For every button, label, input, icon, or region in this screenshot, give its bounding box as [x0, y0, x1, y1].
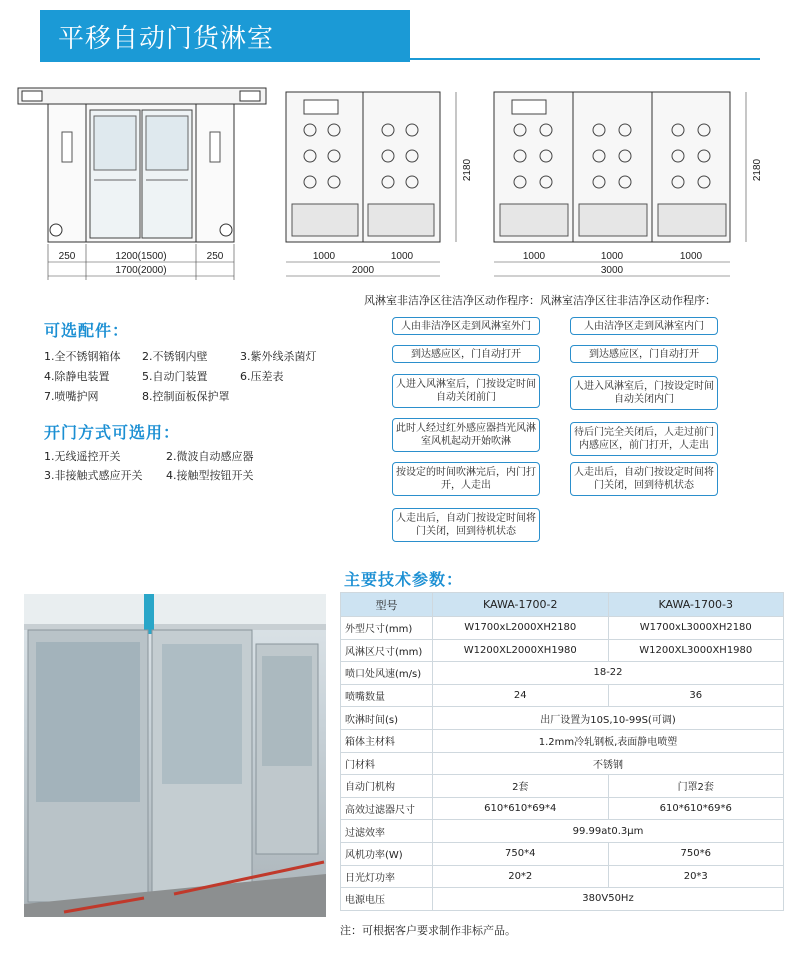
flow-left-step: 此时人经过红外感应器挡光风淋室风机起动开始吹淋	[392, 418, 540, 452]
flow-right-step: 人由洁净区走到风淋室内门	[570, 317, 718, 335]
dim-length-2000: 2000	[351, 265, 375, 276]
flow-left-step: 人走出后，自动门按设定时间将门关闭，回到待机状态	[392, 508, 540, 542]
table-row: 过滤效率 99.99at0.3μm	[341, 820, 784, 843]
option-item: 6.压差表	[240, 370, 284, 383]
table-row: 高效过滤器尺寸 610*610*69*4 610*610*69*6	[341, 797, 784, 820]
table-row: 风机功率(W) 750*4 750*6	[341, 842, 784, 865]
table-row: 外型尺寸(mm) W1700xL2000XH2180 W1700xL3000XH2180	[341, 617, 784, 640]
dim-height-2180: 2180	[462, 158, 473, 182]
table-row: 电源电压 380V50Hz	[341, 888, 784, 911]
table-row: 门材料 不锈钢	[341, 752, 784, 775]
door-mode-item: 3.非接触式感应开关	[44, 469, 143, 482]
dim-section-1000-a: 1000	[312, 251, 336, 262]
door-mode-item: 1.无线遥控开关	[44, 450, 121, 463]
table-row: 喷口处风速(m/s) 18-22	[341, 662, 784, 685]
option-item: 5.自动门装置	[142, 370, 208, 383]
dim-section-1000-b: 1000	[390, 251, 414, 262]
door-mode-item: 4.接触型按钮开关	[166, 469, 254, 482]
flow-left-step: 到达感应区，门自动打开	[392, 345, 540, 363]
product-photo	[24, 594, 326, 917]
spec-title: 主要技术参数：	[344, 570, 464, 589]
option-item: 8.控制面板保护罩	[142, 390, 230, 403]
spec-table	[340, 592, 784, 911]
door-modes-title: 开门方式可选用：	[44, 423, 181, 442]
option-item: 3.紫外线杀菌灯	[240, 350, 317, 363]
dim-door-width: 1200(1500)	[115, 251, 167, 262]
table-row: 吹淋时间(s) 出厂设置为10S,10-99S(可调)	[341, 707, 784, 730]
option-item: 4.除静电装置	[44, 370, 110, 383]
flow-right-step: 到达感应区，门自动打开	[570, 345, 718, 363]
table-row: 喷嘴数量 24 36	[341, 684, 784, 707]
flow-left-step: 按设定的时间吹淋完后，内门打开，人走出	[392, 462, 540, 496]
flow-right-step: 人进入风淋室后，门按设定时间自动关闭内门	[570, 376, 718, 410]
spec-header-label: 型号	[341, 593, 433, 617]
table-row: 风淋区尺寸(mm) W1200XL2000XH1980 W1200XL3000XH1980	[341, 639, 784, 662]
footnote: 注：可根据客户要求制作非标产品。	[340, 924, 516, 937]
dim-section-1000-d: 1000	[600, 251, 624, 262]
flow-right-step: 待后门完全关闭后，人走过前门内感应区，前门打开，人走出	[570, 422, 718, 456]
table-row: 箱体主材料 1.2mm冷轧钢板,表面静电喷塑	[341, 729, 784, 752]
dim-right-250: 250	[206, 251, 224, 262]
page-title: 平移自动门货淋室	[58, 24, 275, 54]
title-rule	[410, 58, 760, 60]
dim-height-2180-b: 2180	[752, 158, 763, 182]
side-view-3000-drawing	[488, 84, 788, 290]
option-item: 2.不锈钢内壁	[142, 350, 208, 363]
option-item: 1.全不锈钢箱体	[44, 350, 121, 363]
side-view-2000-drawing	[280, 84, 480, 290]
options-title: 可选配件：	[44, 321, 130, 340]
dim-section-1000-e: 1000	[679, 251, 703, 262]
table-row: 自动门机构 2套 门罩2套	[341, 775, 784, 798]
dim-section-1000-c: 1000	[522, 251, 546, 262]
front-elevation-drawing	[12, 84, 272, 290]
flow-caption: 风淋室非洁净区往洁净区动作程序：风淋室洁净区往非洁净区动作程序：	[364, 294, 716, 307]
dim-length-3000: 3000	[600, 265, 624, 276]
spec-header-row	[341, 593, 784, 617]
photo-illustration	[24, 594, 326, 917]
spec-header-model-3: KAWA-1700-3	[608, 593, 784, 617]
option-item: 7.喷嘴护网	[44, 390, 99, 403]
door-mode-item: 2.微波自动感应器	[166, 450, 254, 463]
spec-header-model-2: KAWA-1700-2	[433, 593, 609, 617]
flow-left-step: 人进入风淋室后，门按设定时间自动关闭前门	[392, 374, 540, 408]
dim-total-width: 1700(2000)	[115, 265, 167, 276]
flow-right-step: 人走出后，自动门按设定时间将门关闭，回到待机状态	[570, 462, 718, 496]
table-row: 日光灯功率 20*2 20*3	[341, 865, 784, 888]
dim-left-250: 250	[58, 251, 76, 262]
flow-left-step: 人由非洁净区走到风淋室外门	[392, 317, 540, 335]
